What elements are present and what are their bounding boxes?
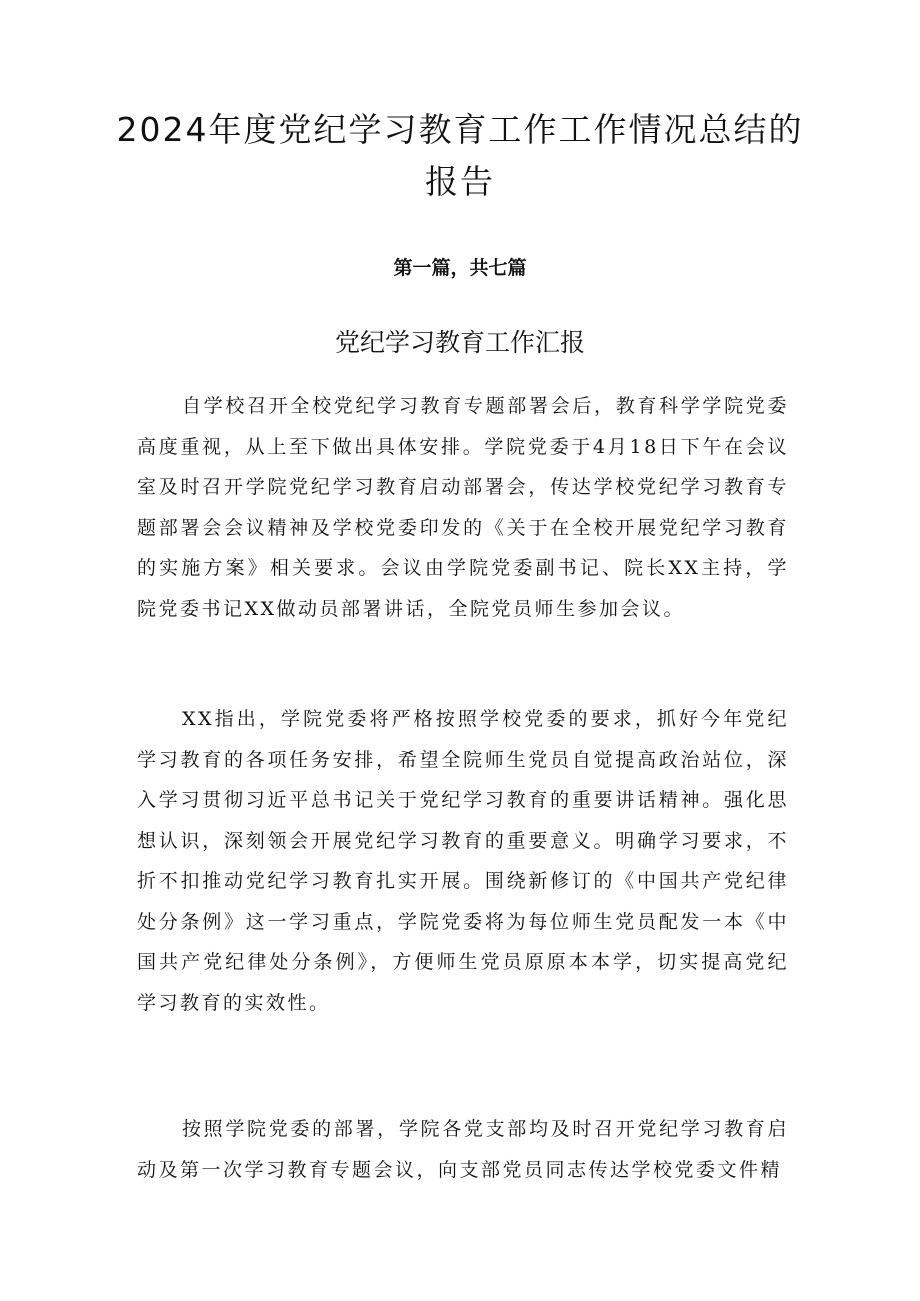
section-title: 党纪学习教育工作汇报 — [334, 328, 585, 357]
body-paragraph: XX指出，学院党委将严格按照学校党委的要求，抓好今年党纪学习教育的各项任务安排，希望全院师生党员自觉提高政治站位，深入学习贯彻习近平总书记关于党纪学习教育的重要讲话精神。强化思想认识，深刻领会开展党纪学习教育的重要意义。明确学习要求，不折不扣推动党纪学习教育扎实开展。围绕新修订的《中国共产党纪律处分条例》这一学习重点，学院党委将为每位师生党员配发一本《中国共产党纪律处分条例》，方便师生党员原原本本学，切实提高党纪学习教育的实效性。 — [137, 708, 789, 1014]
document-title: 2024年度党纪学习教育工作工作情况总结的报告 — [116, 110, 804, 201]
body-paragraph: 按照学院党委的部署，学院各党支部均及时召开党纪学习教育启动及第一次学习教育专题会议，向支部党员同志传达学校党委文件精 — [137, 1118, 789, 1181]
part-label: 第一篇，共七篇 — [393, 257, 527, 279]
body-paragraph: 自学校召开全校党纪学习教育专题部署会后，教育科学学院党委高度重视，从上至下做出具体安排。学院党委于4月18日下午在会议室及时召开学院党纪学习教育启动部署会，传达学校党纪学习教育专题部署会会议精神及学校党委印发的《关于在全校开展党纪学习教育的实施方案》相关要求。会议由学院党委副书记、院长XX主持，学院党委书记XX做动员部署讲话，全院党员师生参加会议。 — [137, 395, 789, 620]
